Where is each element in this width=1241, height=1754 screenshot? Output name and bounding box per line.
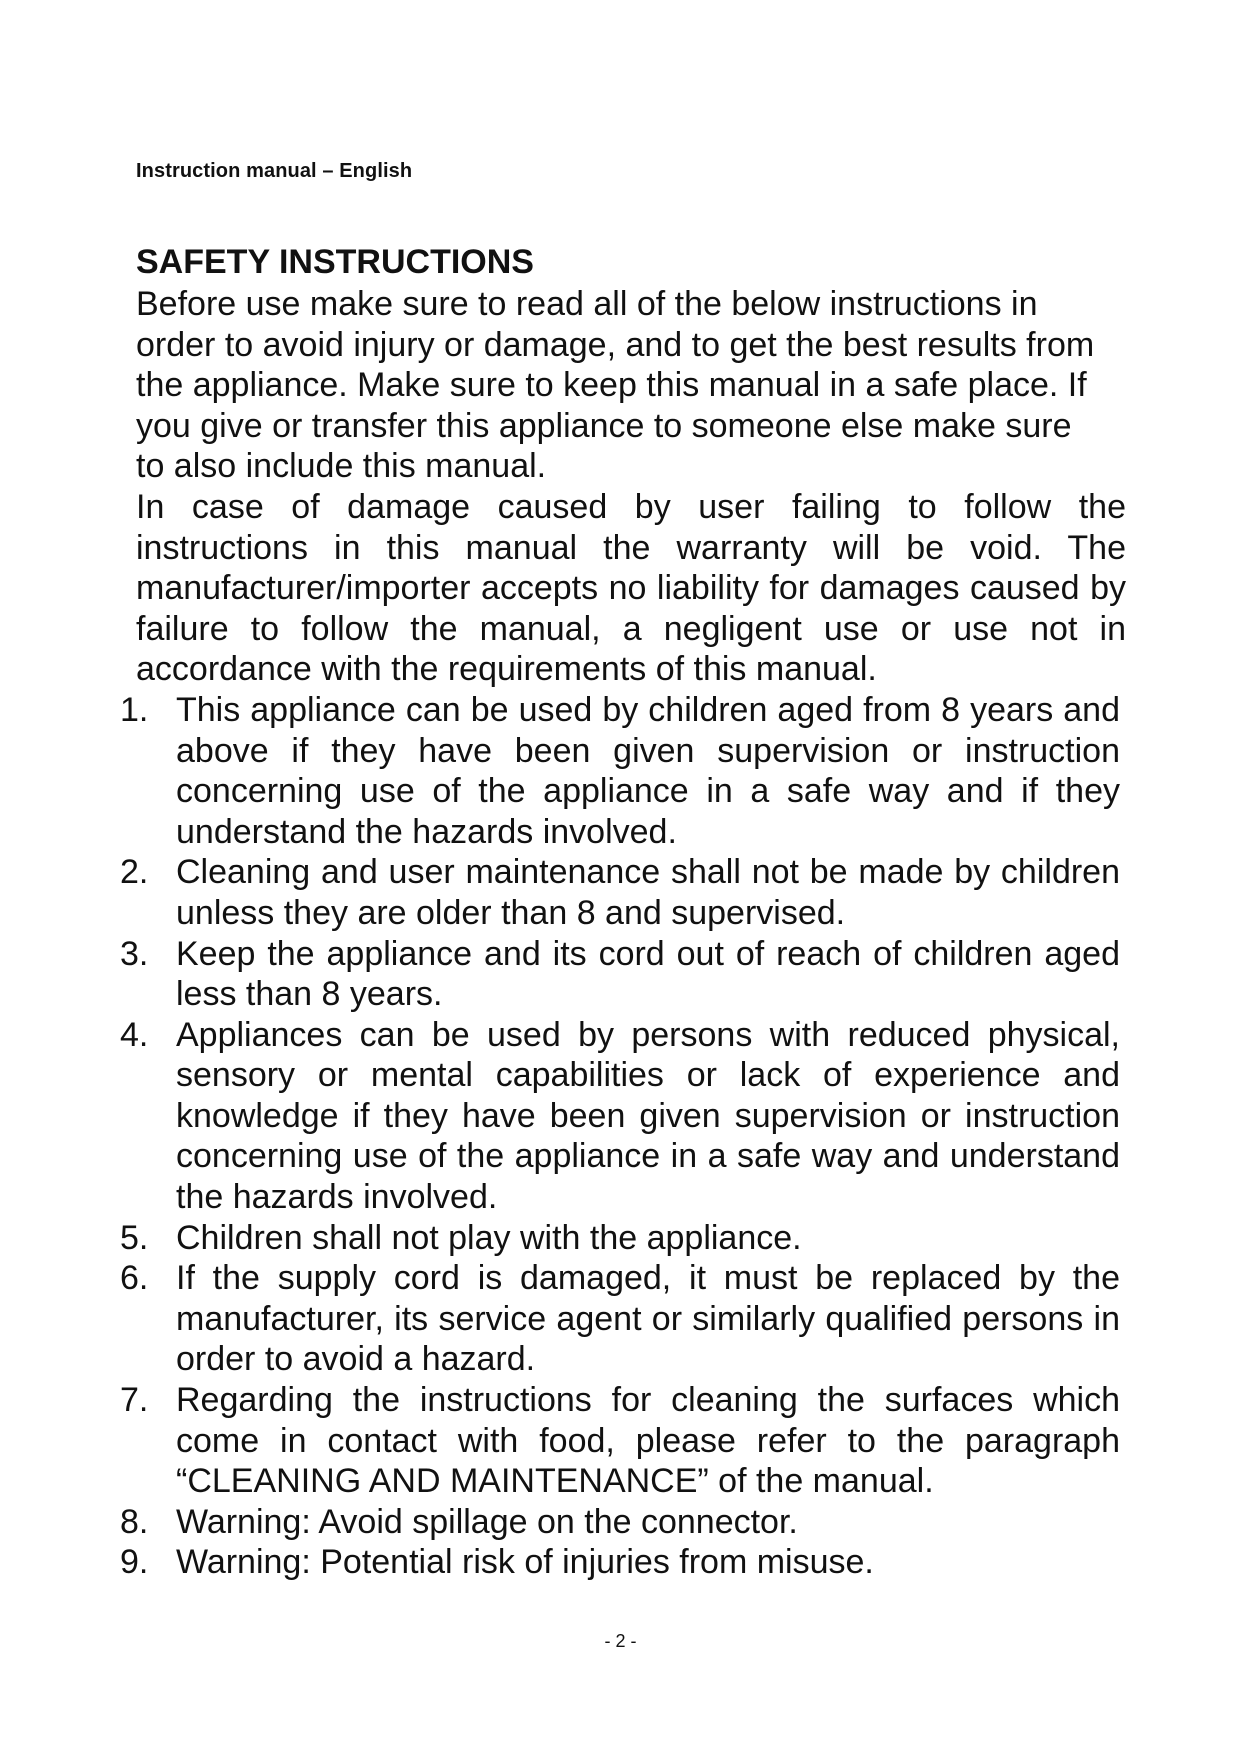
list-item-number: 8. bbox=[120, 1502, 149, 1541]
list-item-text: Regarding the instructions for cleaning the surfaces which come in contact with food, please refer to the paragraph “CLEANING AND MAINTENANCE” of the manual. bbox=[176, 1381, 1120, 1501]
list-item bbox=[120, 1502, 1120, 1543]
list-item-text: Children shall not play with the appliance. bbox=[176, 1218, 802, 1257]
list-item-number: 7. bbox=[120, 1381, 149, 1420]
list-item bbox=[120, 690, 1120, 852]
list-item bbox=[120, 1542, 1120, 1583]
warranty-paragraph: In case of damage caused by user failing to follow the instructions in this manual the warranty will be void. The manufacturer/importer accepts no liability for damages caused by failure to follow the manual, a negligent use or use not in accordance with the requirements of this manual. bbox=[136, 487, 1126, 689]
list-item-text: Cleaning and user maintenance shall not be made by children unless they are older than 8 and supervised. bbox=[176, 853, 1120, 932]
manual-header: Instruction manual – English bbox=[136, 160, 413, 182]
list-item-number: 9. bbox=[120, 1543, 149, 1582]
list-item-text: This appliance can be used by children aged from 8 years and above if they have been given supervision or instruction concerning use of the appliance in a safe way and if they understand the hazards involved. bbox=[176, 690, 1120, 851]
page-number: - 2 - bbox=[604, 1631, 637, 1651]
section-title: SAFETY INSTRUCTIONS bbox=[136, 243, 534, 281]
list-item-number: 3. bbox=[120, 934, 149, 973]
list-item bbox=[120, 934, 1120, 1015]
list-item-number: 6. bbox=[120, 1259, 149, 1298]
list-item-text: Warning: Avoid spillage on the connector. bbox=[176, 1502, 798, 1541]
list-item-text: Warning: Potential risk of injuries from misuse. bbox=[176, 1543, 874, 1582]
list-item bbox=[120, 1218, 1120, 1259]
list-item bbox=[120, 1380, 1120, 1502]
list-item-text: If the supply cord is damaged, it must be replaced by the manufacturer, its service agent or similarly qualified persons in order to avoid a hazard. bbox=[176, 1259, 1120, 1379]
list-item-number: 4. bbox=[120, 1015, 149, 1054]
safety-list bbox=[120, 690, 1120, 1583]
list-item-number: 2. bbox=[120, 853, 149, 892]
intro-paragraph: Before use make sure to read all of the below instructions in order to avoid injury or damage, and to get the best results from the appliance. Make sure to keep this manual in a safe place. If you give or transfer this appliance to someone else make sure to also include this manual. bbox=[136, 285, 1095, 486]
safety-section bbox=[120, 240, 1126, 1583]
list-item bbox=[120, 852, 1120, 933]
list-item-number: 1. bbox=[120, 690, 149, 729]
list-item bbox=[120, 1015, 1120, 1218]
list-item-number: 5. bbox=[120, 1218, 149, 1257]
list-item bbox=[120, 1258, 1120, 1380]
list-item-text: Appliances can be used by persons with reduced physical, sensory or mental capabilities or lack of experience and knowledge if they have been given supervision or instruction concerning use of the appliance in a safe way and understand the hazards involved. bbox=[176, 1015, 1120, 1217]
list-item-text: Keep the appliance and its cord out of reach of children aged less than 8 years. bbox=[176, 934, 1120, 1014]
